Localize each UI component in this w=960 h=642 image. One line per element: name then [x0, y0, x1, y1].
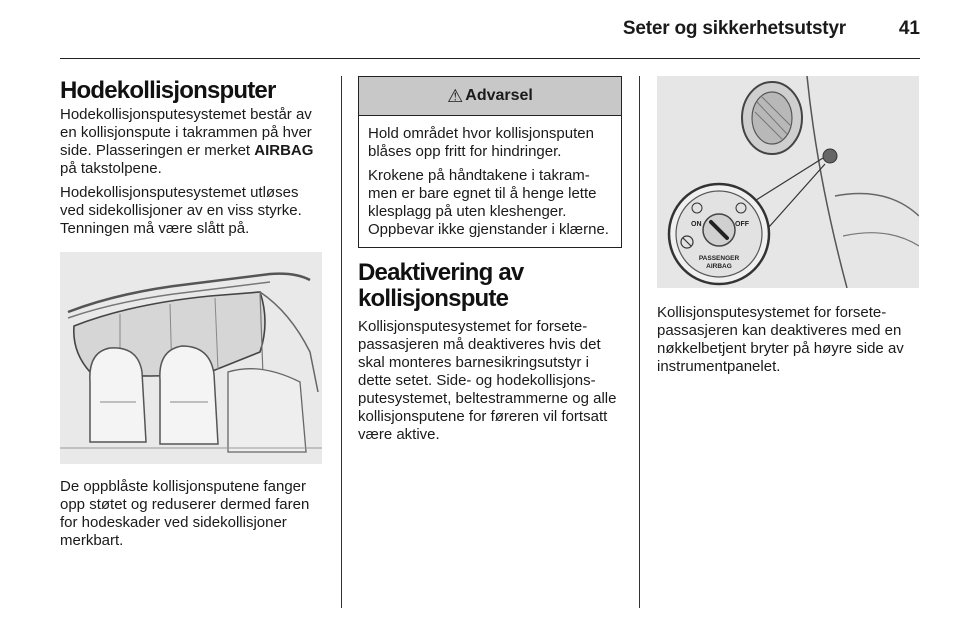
left-column [60, 78, 325, 550]
warning-box [358, 76, 622, 248]
warning-header [359, 77, 621, 116]
column-divider-left [341, 76, 342, 608]
airbag-switch-drawing [657, 76, 919, 288]
caption-head-airbag: De oppblåste kollisjonsputene fanger opp støtet og reduserer dermed faren for hodeskader ved sidekollisjoner merkbart. [60, 478, 310, 549]
warning-paragraph-2: Krokene på håndtakene i takram-men er bare egnet til å henge lette klesplagg på uten kleshenger. Oppbevar ikke gjenstander i klærne. [368, 167, 609, 238]
paragraph-text: Hodekollisjonsputesystemet består av en kollisjonspute i takrammen på hver side. Plasseringen er merket [60, 106, 312, 159]
warning-body [359, 116, 621, 247]
paragraph-airbag-location [60, 106, 325, 178]
paragraph-tail: på takstolpene. [60, 160, 162, 177]
column-divider-right [639, 76, 640, 608]
airbag-switch-illustration [657, 76, 919, 288]
middle-column [358, 76, 623, 444]
switch-off-label: OFF [735, 221, 749, 228]
paragraph-airbag-trigger: Hodekollisjonsputesystemet utløses ved sidekollisjoner av en viss styrke. Tenningen må være slått på. [60, 184, 302, 237]
switch-airbag-label: AIRBAG [706, 263, 732, 270]
warning-paragraph-1: Hold området hvor kollisjonsputen blåses opp fritt for hindringer. [368, 125, 594, 160]
right-column [657, 76, 922, 376]
caption-airbag-switch: Kollisjonsputesystemet for forsete-passasjeren kan deaktiveres med en nøkkelbetjent bryter på høyre side av instrumentpanelet. [657, 304, 904, 375]
airbag-marking-label: AIRBAG [254, 142, 314, 159]
paragraph-deactivation: Kollisjonsputesystemet for forsete-passasjeren må deaktiveres hvis det skal monteres barnesikringsutstyr i dette setet. Side- og hodekollisjons-putesystemet, beltestrammerne og alle kollisjonsputene for føreren vil fortsatt være aktive. [358, 318, 617, 443]
switch-on-label: ON [691, 221, 702, 228]
section-heading-head-airbags: Hodekollisjonsputer [60, 77, 276, 104]
warning-triangle-icon: ⚠ [447, 85, 464, 106]
page-number: 41 [898, 18, 920, 39]
curtain-airbag-illustration [60, 252, 322, 464]
page-section-title: Seter og sikkerhetsutstyr [622, 18, 846, 39]
curtain-airbag-drawing [60, 252, 322, 464]
page-header [0, 0, 960, 60]
warning-title: Advarsel [465, 87, 533, 104]
header-divider [60, 58, 920, 59]
section-heading-deactivation: Deaktivering av kollisjonspute [358, 259, 524, 312]
switch-passenger-label: PASSENGER [698, 255, 740, 262]
